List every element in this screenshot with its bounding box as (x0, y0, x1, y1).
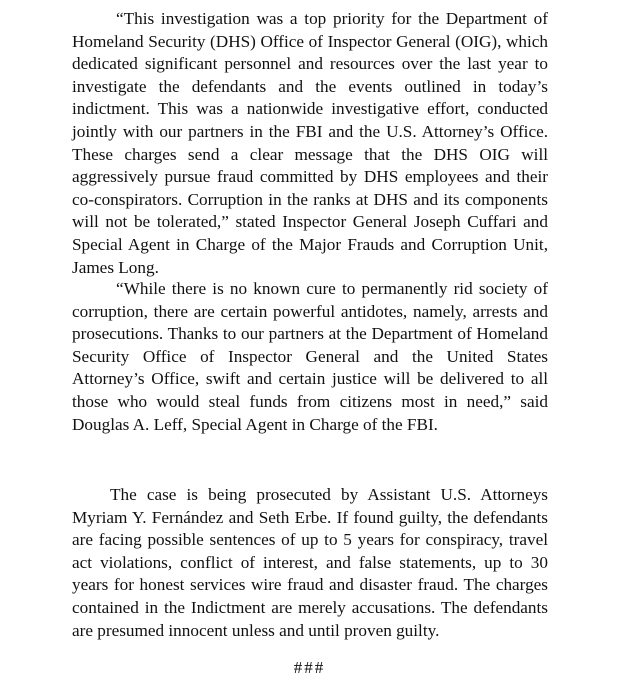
paragraph-fbi-statement: “While there is no known cure to permanently rid society of corruption, there are certain powerful antidotes, namely, arrests and prosecutions. Thanks to our partners at the Department of Homeland Security Office of Inspector General and the United States Attorney’s Office, swift and certain justice will be delivered to all those who would steal funds from citizens most in need,” said Douglas A. Leff, Special Agent in Charge of the FBI. (72, 279, 548, 434)
end-of-document-mark: ### (293, 658, 326, 677)
paragraph-dhs-oig-statement: “This investigation was a top priority for the Department of Homeland Security (DHS) Office of Inspector General (OIG), which dedicated significant personnel and resources over the last year to investigate the defendants and the events outlined in today’s indictment. This was a nationwide investigative effort, conducted jointly with our partners in the FBI and the U.S. Attorney’s Office. These charges send a clear message that the DHS OIG will aggressively pursue fraud committed by DHS employees and their co-conspirators. Corruption in the ranks at DHS and its components will not be tolerated,” stated Inspector General Joseph Cuffari and Special Agent in Charge of the Major Frauds and Corruption Unit, James Long. (72, 9, 548, 277)
paragraph-prosecution-details: The case is being prosecuted by Assistant U.S. Attorneys Myriam Y. Fernández and Seth Erbe. If found guilty, the defendants are facing possible sentences of up to 5 years for conspiracy, travel act violations, conflict of interest, and false statements, up to 30 years for honest services wire fraud and disaster fraud. The charges contained in the Indictment are merely accusations. The defendants are presumed innocent unless and until proven guilty. (72, 485, 548, 640)
